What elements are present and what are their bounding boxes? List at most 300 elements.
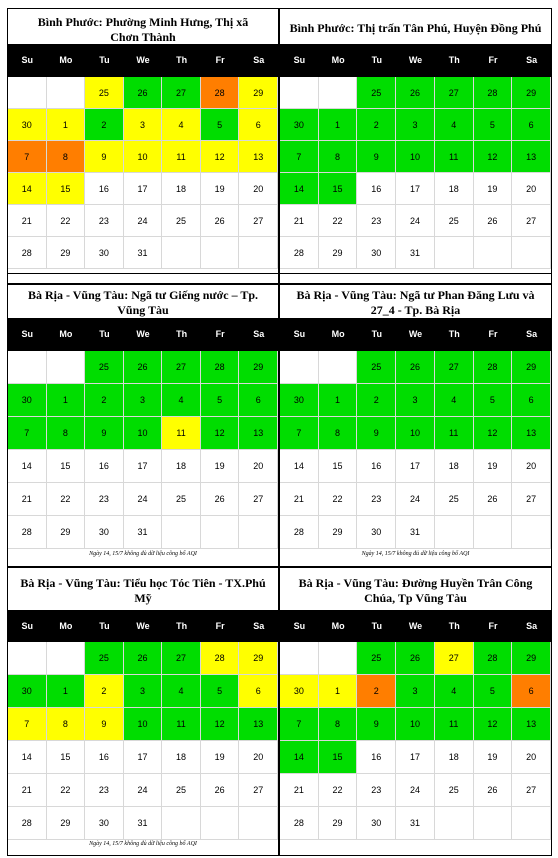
day-cell: 16 xyxy=(357,450,396,483)
day-cell: 27 xyxy=(162,642,201,675)
day-cell: 7 xyxy=(280,708,319,741)
day-cell: 3 xyxy=(396,384,435,417)
day-cell: 11 xyxy=(162,708,201,741)
day-cell: 26 xyxy=(396,642,435,675)
day-cell: 25 xyxy=(357,351,396,384)
day-cell: 22 xyxy=(319,774,358,807)
weekday-header xyxy=(8,318,278,351)
weekday-label: Tu xyxy=(371,329,382,339)
day-cell: 18 xyxy=(435,741,474,774)
day-cell: 21 xyxy=(8,205,47,237)
day-cell xyxy=(319,642,358,675)
day-cell: 19 xyxy=(474,173,513,205)
day-cell: 25 xyxy=(162,774,201,807)
day-cell: 12 xyxy=(474,708,513,741)
day-cell: 27 xyxy=(512,483,551,516)
day-cell: 3 xyxy=(396,675,435,708)
day-cell xyxy=(201,516,240,549)
day-cell: 31 xyxy=(124,516,163,549)
day-cell: 13 xyxy=(239,417,278,450)
day-cell: 29 xyxy=(47,237,86,269)
day-cell: 26 xyxy=(124,77,163,109)
day-cell: 29 xyxy=(319,516,358,549)
day-grid xyxy=(8,77,278,269)
weekday-label: Tu xyxy=(99,55,110,65)
day-cell: 23 xyxy=(85,774,124,807)
day-cell: 13 xyxy=(512,417,551,450)
day-cell: 29 xyxy=(239,77,278,109)
day-cell: 30 xyxy=(357,807,396,840)
day-cell: 31 xyxy=(124,237,163,269)
day-cell: 18 xyxy=(162,741,201,774)
weekday-label: Fr xyxy=(215,55,225,65)
day-cell: 2 xyxy=(85,109,124,141)
day-cell: 15 xyxy=(319,173,358,205)
day-cell: 12 xyxy=(474,417,513,450)
day-cell: 11 xyxy=(435,708,474,741)
day-cell: 27 xyxy=(239,774,278,807)
day-cell xyxy=(162,807,201,840)
day-cell: 17 xyxy=(396,450,435,483)
day-cell: 5 xyxy=(474,109,513,141)
day-cell xyxy=(512,807,551,840)
day-cell: 27 xyxy=(512,774,551,807)
day-cell: 6 xyxy=(239,384,278,417)
day-cell: 14 xyxy=(8,741,47,774)
day-cell: 28 xyxy=(201,77,240,109)
weekday-label: Mo xyxy=(59,621,73,631)
day-grid xyxy=(280,77,551,269)
panel-title: Bà Rịa - Vũng Tàu: Ngã tư Giếng nước – Tp. Vũng Tàu xyxy=(27,288,259,317)
day-cell xyxy=(280,77,319,109)
day-cell: 7 xyxy=(8,417,47,450)
day-cell: 10 xyxy=(124,708,163,741)
day-cell: 5 xyxy=(201,384,240,417)
day-cell: 17 xyxy=(124,741,163,774)
day-cell: 17 xyxy=(396,173,435,205)
day-cell: 14 xyxy=(8,173,47,205)
day-cell: 25 xyxy=(85,351,124,384)
day-cell: 8 xyxy=(319,141,358,173)
day-cell xyxy=(162,516,201,549)
day-cell: 27 xyxy=(512,205,551,237)
day-cell: 26 xyxy=(201,774,240,807)
day-cell: 11 xyxy=(162,417,201,450)
day-cell xyxy=(319,77,358,109)
day-cell xyxy=(47,351,86,384)
weekday-label: Sa xyxy=(253,329,265,339)
day-cell: 23 xyxy=(357,205,396,237)
weekday-label: Sa xyxy=(253,621,265,631)
day-cell: 30 xyxy=(280,109,319,141)
day-cell: 10 xyxy=(124,417,163,450)
day-cell: 26 xyxy=(396,351,435,384)
day-cell: 25 xyxy=(435,205,474,237)
panel-note: Ngày 14, 15/7 không đủ dữ liệu công bố AQI xyxy=(361,551,470,557)
weekday-label: Tu xyxy=(99,329,110,339)
day-cell: 19 xyxy=(201,173,240,205)
day-cell xyxy=(201,237,240,269)
day-cell xyxy=(8,642,47,675)
day-cell: 26 xyxy=(396,77,435,109)
panel-title: Bà Rịa - Vũng Tàu: Đường Huyền Trân Công Chúa, Tp Vũng Tàu xyxy=(298,576,533,605)
day-cell xyxy=(8,351,47,384)
day-cell: 1 xyxy=(47,384,86,417)
weekday-label: Mo xyxy=(331,621,345,631)
day-cell: 28 xyxy=(280,807,319,840)
day-cell: 29 xyxy=(239,642,278,675)
day-cell xyxy=(239,516,278,549)
day-cell: 18 xyxy=(435,450,474,483)
day-cell: 1 xyxy=(319,675,358,708)
weekday-label: Mo xyxy=(331,329,345,339)
day-cell: 29 xyxy=(319,237,358,269)
day-cell: 19 xyxy=(474,741,513,774)
day-cell: 30 xyxy=(280,384,319,417)
day-cell: 26 xyxy=(201,205,240,237)
day-cell: 9 xyxy=(85,708,124,741)
day-cell: 24 xyxy=(396,774,435,807)
day-cell: 28 xyxy=(201,351,240,384)
day-cell: 12 xyxy=(201,141,240,173)
day-cell: 17 xyxy=(124,450,163,483)
day-cell: 30 xyxy=(357,237,396,269)
calendar-panel xyxy=(8,568,278,855)
weekday-label: We xyxy=(408,329,423,339)
day-cell: 15 xyxy=(47,173,86,205)
day-cell: 28 xyxy=(474,77,513,109)
day-cell: 7 xyxy=(280,417,319,450)
frame-right xyxy=(551,8,552,856)
day-cell: 24 xyxy=(396,483,435,516)
weekday-label: Th xyxy=(176,55,188,65)
day-cell: 29 xyxy=(512,351,551,384)
day-cell: 10 xyxy=(396,417,435,450)
day-cell: 23 xyxy=(357,483,396,516)
day-cell: 26 xyxy=(474,774,513,807)
day-cell: 14 xyxy=(280,450,319,483)
weekday-label: Tu xyxy=(99,621,110,631)
day-cell: 9 xyxy=(85,417,124,450)
day-cell: 25 xyxy=(435,483,474,516)
day-cell xyxy=(512,516,551,549)
weekday-label: Fr xyxy=(215,621,225,631)
calendar-panel xyxy=(280,568,551,855)
day-cell xyxy=(435,237,474,269)
day-cell: 26 xyxy=(474,483,513,516)
day-cell: 16 xyxy=(357,173,396,205)
panel-footer-line xyxy=(8,273,278,274)
day-cell: 15 xyxy=(47,741,86,774)
day-cell: 2 xyxy=(357,384,396,417)
day-cell: 21 xyxy=(280,205,319,237)
weekday-label: We xyxy=(136,55,150,65)
day-cell: 6 xyxy=(512,384,551,417)
weekday-header xyxy=(280,610,551,643)
day-cell: 14 xyxy=(8,450,47,483)
day-cell: 30 xyxy=(280,675,319,708)
day-cell: 24 xyxy=(396,205,435,237)
weekday-label: Tu xyxy=(371,621,382,631)
day-cell: 19 xyxy=(201,450,240,483)
day-cell: 27 xyxy=(435,77,474,109)
day-cell: 24 xyxy=(124,205,163,237)
day-cell: 15 xyxy=(319,450,358,483)
weekday-label: Tu xyxy=(371,55,382,65)
day-cell: 24 xyxy=(124,483,163,516)
day-cell: 5 xyxy=(474,675,513,708)
day-cell: 16 xyxy=(357,741,396,774)
day-cell: 26 xyxy=(474,205,513,237)
day-cell: 28 xyxy=(280,516,319,549)
day-cell: 29 xyxy=(239,351,278,384)
day-cell: 4 xyxy=(435,384,474,417)
day-cell: 19 xyxy=(474,450,513,483)
day-cell: 2 xyxy=(85,384,124,417)
day-cell: 4 xyxy=(435,109,474,141)
day-cell: 20 xyxy=(239,450,278,483)
weekday-label: Mo xyxy=(59,329,73,339)
panel-title: Bà Rịa - Vũng Tàu: Tiểu học Tóc Tiên - TX.Phú Mỹ xyxy=(20,576,266,605)
day-cell: 27 xyxy=(239,483,278,516)
day-cell: 6 xyxy=(512,109,551,141)
day-cell xyxy=(239,807,278,840)
day-cell: 5 xyxy=(201,675,240,708)
day-cell: 21 xyxy=(8,483,47,516)
weekday-label: Fr xyxy=(488,55,498,65)
day-cell: 3 xyxy=(124,109,163,141)
day-cell: 22 xyxy=(319,483,358,516)
day-cell xyxy=(280,642,319,675)
day-cell: 21 xyxy=(280,483,319,516)
day-cell: 22 xyxy=(47,483,86,516)
day-grid xyxy=(8,351,278,549)
day-cell: 11 xyxy=(435,141,474,173)
day-cell: 1 xyxy=(319,384,358,417)
day-cell xyxy=(435,516,474,549)
day-cell: 17 xyxy=(396,741,435,774)
day-cell: 30 xyxy=(8,384,47,417)
day-cell: 8 xyxy=(319,708,358,741)
day-cell: 25 xyxy=(162,483,201,516)
day-cell: 14 xyxy=(280,741,319,774)
day-cell: 25 xyxy=(85,77,124,109)
day-cell: 28 xyxy=(8,237,47,269)
day-cell: 1 xyxy=(319,109,358,141)
weekday-label: Su xyxy=(293,621,306,631)
weekday-label: We xyxy=(136,329,150,339)
day-cell: 28 xyxy=(201,642,240,675)
day-cell: 10 xyxy=(396,708,435,741)
day-cell: 6 xyxy=(239,109,278,141)
day-cell: 20 xyxy=(239,741,278,774)
day-cell xyxy=(47,77,86,109)
day-cell: 15 xyxy=(47,450,86,483)
day-cell: 27 xyxy=(162,351,201,384)
day-cell xyxy=(47,642,86,675)
weekday-label: Th xyxy=(176,329,188,339)
day-cell: 4 xyxy=(162,109,201,141)
day-cell: 29 xyxy=(47,807,86,840)
day-cell: 14 xyxy=(280,173,319,205)
day-cell: 8 xyxy=(47,708,86,741)
day-cell: 8 xyxy=(47,417,86,450)
calendar-panel xyxy=(280,9,551,283)
panel-title: Bình Phước: Thị trấn Tân Phú, Huyện Đồng Phú xyxy=(289,21,542,35)
day-cell: 9 xyxy=(357,417,396,450)
day-cell: 27 xyxy=(435,351,474,384)
day-cell: 7 xyxy=(8,708,47,741)
day-cell: 30 xyxy=(357,516,396,549)
day-cell: 23 xyxy=(357,774,396,807)
day-cell: 9 xyxy=(357,141,396,173)
day-cell: 20 xyxy=(512,173,551,205)
day-cell: 8 xyxy=(319,417,358,450)
day-cell: 13 xyxy=(239,141,278,173)
weekday-label: Su xyxy=(293,55,306,65)
day-cell: 10 xyxy=(396,141,435,173)
day-cell xyxy=(435,807,474,840)
weekday-label: Fr xyxy=(215,329,225,339)
day-cell: 27 xyxy=(162,77,201,109)
day-cell: 5 xyxy=(474,384,513,417)
day-grid xyxy=(280,351,551,549)
weekday-label: Sa xyxy=(526,329,538,339)
panel-title: Bà Rịa - Vũng Tàu: Ngã tư Phan Đăng Lưu và 27_4 - Tp. Bà Rịa xyxy=(296,288,535,317)
day-cell: 16 xyxy=(85,741,124,774)
day-cell: 28 xyxy=(280,237,319,269)
day-cell: 30 xyxy=(8,109,47,141)
day-cell: 25 xyxy=(357,77,396,109)
day-cell: 25 xyxy=(162,205,201,237)
day-cell xyxy=(319,351,358,384)
day-cell: 2 xyxy=(85,675,124,708)
weekday-label: Sa xyxy=(526,621,538,631)
day-cell: 18 xyxy=(435,173,474,205)
day-cell: 12 xyxy=(201,417,240,450)
day-cell: 12 xyxy=(474,141,513,173)
weekday-label: Su xyxy=(21,329,34,339)
calendar-panel xyxy=(8,285,278,566)
day-cell: 17 xyxy=(124,173,163,205)
day-grid xyxy=(280,642,551,840)
weekday-label: Fr xyxy=(488,621,498,631)
weekday-header xyxy=(8,610,278,643)
day-cell: 30 xyxy=(85,237,124,269)
day-cell: 27 xyxy=(239,205,278,237)
day-cell: 20 xyxy=(512,741,551,774)
day-cell: 21 xyxy=(280,774,319,807)
day-cell xyxy=(201,807,240,840)
day-cell: 3 xyxy=(124,384,163,417)
day-cell: 10 xyxy=(124,141,163,173)
day-cell: 8 xyxy=(47,141,86,173)
day-cell: 5 xyxy=(201,109,240,141)
weekday-label: Fr xyxy=(488,329,498,339)
day-cell: 1 xyxy=(47,675,86,708)
panel-title: Bình Phước: Phường Minh Hưng, Thị xã Chơn Thành xyxy=(37,15,249,44)
day-cell: 31 xyxy=(396,807,435,840)
day-cell: 6 xyxy=(512,675,551,708)
weekday-label: Su xyxy=(21,621,34,631)
day-cell: 29 xyxy=(512,642,551,675)
day-cell: 20 xyxy=(239,173,278,205)
panel-note: Ngày 14, 15/7 không đủ dữ liệu công bố AQI xyxy=(89,841,197,847)
day-cell: 25 xyxy=(357,642,396,675)
weekday-header xyxy=(8,44,278,77)
day-cell: 9 xyxy=(85,141,124,173)
day-cell: 31 xyxy=(396,516,435,549)
panel-footer-line xyxy=(280,273,551,274)
day-cell: 24 xyxy=(124,774,163,807)
weekday-label: Mo xyxy=(59,55,73,65)
day-cell xyxy=(512,237,551,269)
frame-bottom xyxy=(7,855,552,856)
day-cell: 2 xyxy=(357,109,396,141)
weekday-label: Sa xyxy=(526,55,538,65)
weekday-label: Su xyxy=(293,329,306,339)
weekday-header xyxy=(280,318,551,351)
day-cell: 26 xyxy=(124,642,163,675)
day-cell: 28 xyxy=(8,516,47,549)
weekday-label: Mo xyxy=(331,55,345,65)
day-cell xyxy=(162,237,201,269)
day-cell: 3 xyxy=(396,109,435,141)
day-cell: 7 xyxy=(8,141,47,173)
day-cell: 30 xyxy=(8,675,47,708)
weekday-label: Sa xyxy=(253,55,265,65)
day-cell: 28 xyxy=(474,351,513,384)
day-cell: 19 xyxy=(201,741,240,774)
day-cell: 4 xyxy=(162,675,201,708)
day-cell: 26 xyxy=(124,351,163,384)
day-cell: 31 xyxy=(124,807,163,840)
day-cell: 30 xyxy=(85,516,124,549)
weekday-label: Th xyxy=(448,621,460,631)
day-cell: 21 xyxy=(8,774,47,807)
day-cell: 11 xyxy=(162,141,201,173)
day-cell: 29 xyxy=(47,516,86,549)
day-cell: 13 xyxy=(239,708,278,741)
weekday-label: Th xyxy=(176,621,188,631)
day-cell: 31 xyxy=(396,237,435,269)
day-cell: 13 xyxy=(512,708,551,741)
day-cell: 16 xyxy=(85,450,124,483)
panel-note: Ngày 14, 15/7 không đủ dữ liệu công bố AQI xyxy=(89,551,197,557)
day-cell: 22 xyxy=(319,205,358,237)
day-cell: 20 xyxy=(512,450,551,483)
calendar-panel xyxy=(8,9,278,283)
day-cell xyxy=(474,516,513,549)
day-cell: 30 xyxy=(85,807,124,840)
day-cell: 9 xyxy=(357,708,396,741)
day-cell: 7 xyxy=(280,141,319,173)
day-cell xyxy=(280,351,319,384)
weekday-label: We xyxy=(408,621,423,631)
day-cell: 28 xyxy=(8,807,47,840)
weekday-header xyxy=(280,44,551,77)
day-cell: 12 xyxy=(201,708,240,741)
day-cell: 28 xyxy=(474,642,513,675)
day-cell: 22 xyxy=(47,774,86,807)
day-cell: 25 xyxy=(435,774,474,807)
day-cell: 15 xyxy=(319,741,358,774)
day-cell: 4 xyxy=(435,675,474,708)
day-cell: 11 xyxy=(435,417,474,450)
day-cell: 18 xyxy=(162,173,201,205)
day-cell: 6 xyxy=(239,675,278,708)
day-cell: 18 xyxy=(162,450,201,483)
